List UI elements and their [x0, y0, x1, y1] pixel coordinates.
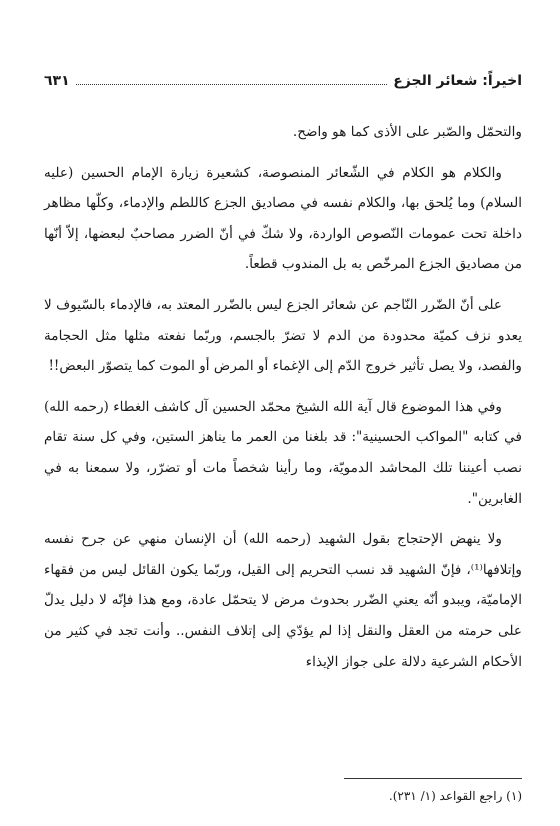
chapter-title: اخيراً: شعائر الجزع: [393, 73, 522, 89]
paragraph: ولا ينهض الإحتجاج بقول الشهيد (رحمه الله) أن الإنسان منهي عن جرح نفسه وإتلافها⁽¹⁾، فإنّ الشهيد قد نسب التحريم إلى القيل، وربّما يكون القائل ليس من فقهاء الإماميّة، ويبدو أنّه يعني الضّرر بحدوث مرض لا يتحمّل عادة، ومع هذا فإنّه لا دليل يدلّ على حرمته من العقل والنقل إذا لم يؤدّي إلى إتلاف النفس.. وأنت تجد في كثير من الأحكام الشرعية دلالة على جواز الإيذاء: [44, 531, 522, 670]
paragraph: وفي هذا الموضوع قال آية الله الشيخ محمّد الحسين آل كاشف الغطاء (رحمه الله) في كتابه "المواكب الحسينية": قد بلغنا من العمر ما يناهز الستين، وفي كل سنة تقام نصب أعيننا تلك المحاشد الدمويّة، وما رأينا شخصاً مات أو تضرّر، ولا سمعنا به في الغابرين".: [44, 398, 522, 507]
running-header: [44, 66, 522, 90]
page-number: ٦٣١: [44, 73, 70, 89]
footnote-divider: [344, 778, 522, 779]
paragraph: والكلام هو الكلام في الشّعائر المنصوصة، كشعيرة زيارة الإمام الحسين (عليه السلام) وما يُلحق بها، والكلام نفسه في مصاديق الجزع كاللطم والإدماء، وكلّها مظاهر داخلة تحت عمومات النّصوص الواردة، ولا شكّ في أنّ الضرر مصاحبٌ لبعضها، إلاّ أنّها من مصاديق الجزع المرخّص به بل المندوب قطعاً.: [44, 164, 522, 273]
header-dotted-leader: [76, 84, 388, 85]
body-text: [44, 117, 522, 677]
paragraph: والتحمّل والصّبر على الأذى كما هو واضح.: [292, 124, 522, 140]
paragraph: على أنّ الضّرر النّاجم عن شعائر الجزع ليس بالضّرر المعتد به، فالإدماء بالسّيوف لا يعدو نزف كميّة محدودة من الدم لا تضرّ بالجسم، وربّما نفعته مثلها مثل الحجامة والفصد، ولا يصل تأثير خروج الدّم إلى الإغماء أو المرض أو الموت كما يتصوّر البعض!!: [44, 296, 522, 375]
footnote: (١) راجع القواعد (١/ ٢٣١).: [388, 789, 522, 803]
